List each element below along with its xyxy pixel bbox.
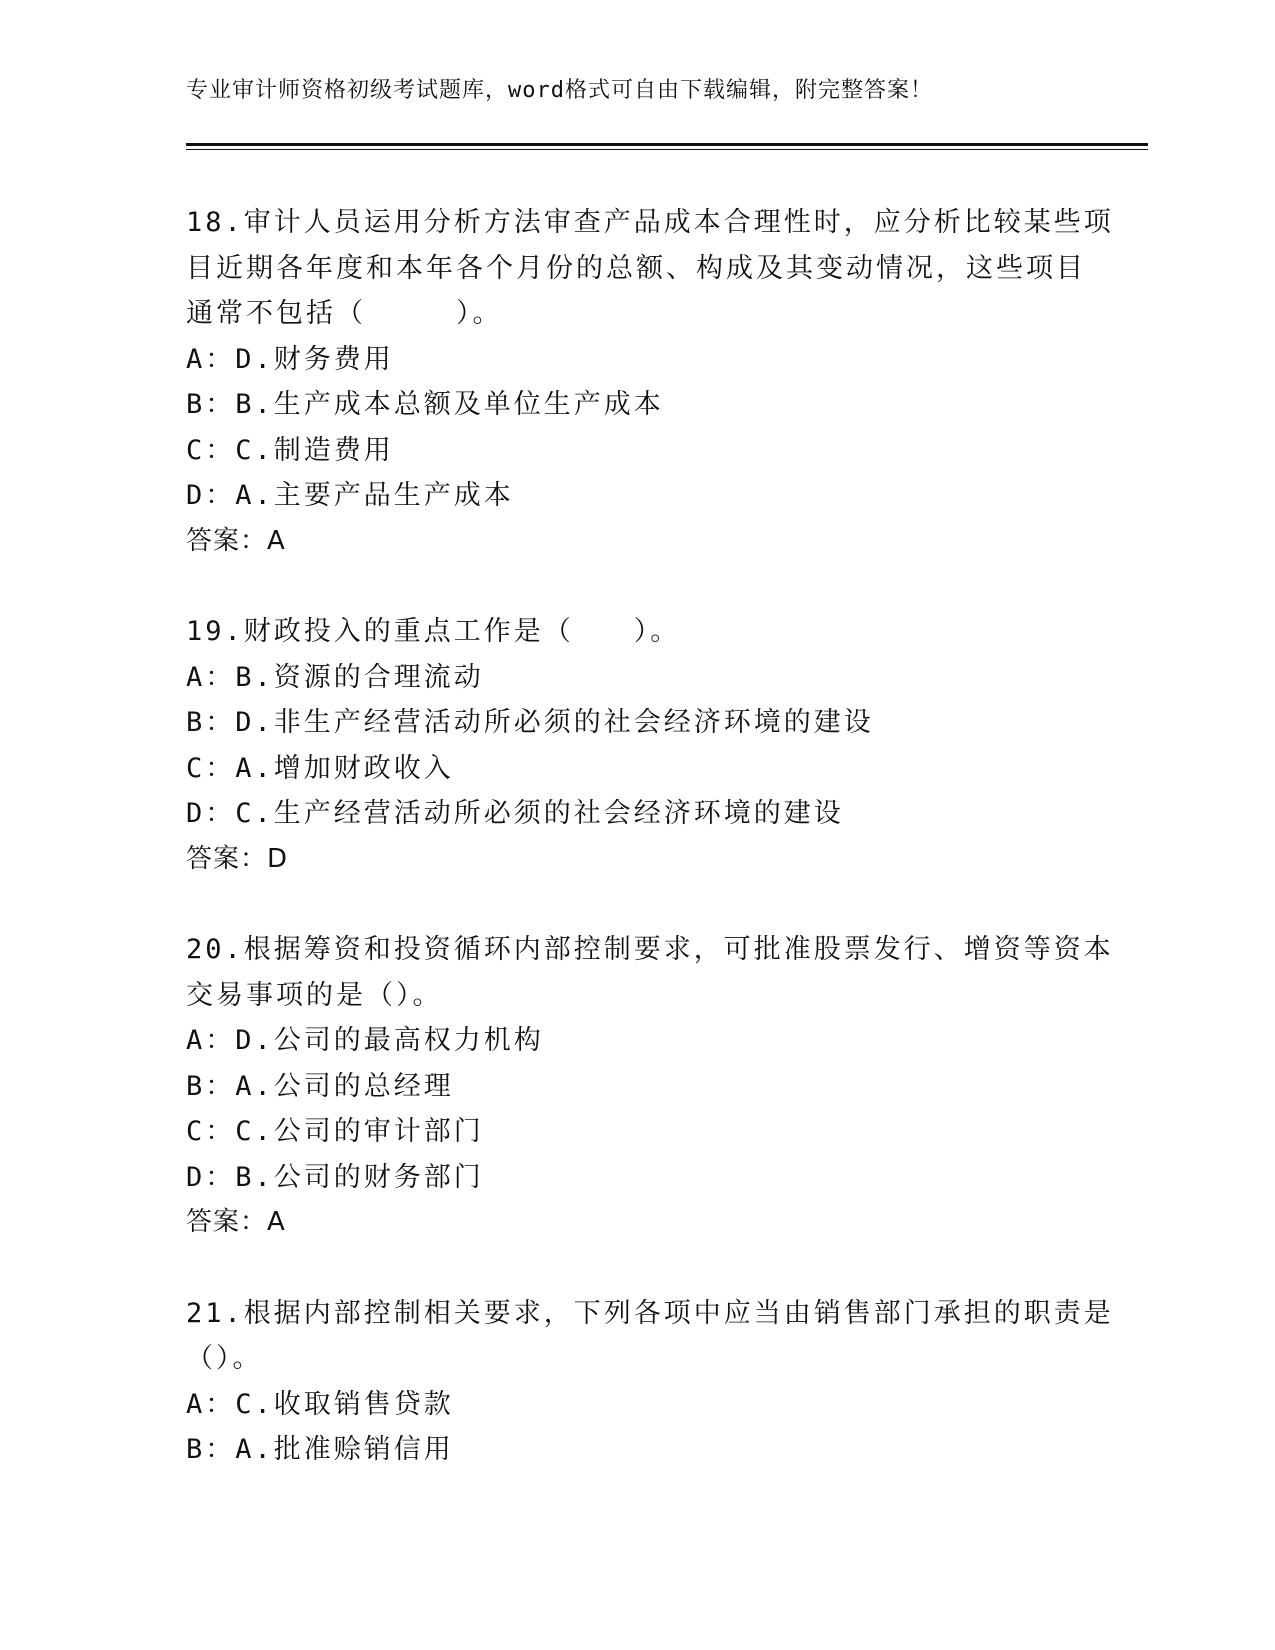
option-b: B：B.生产成本总额及单位生产成本 [186,389,664,420]
header-rule-thick [186,143,1148,146]
answer-line: 答案：A [186,525,286,556]
option-b: B：D.非生产经营活动所必须的社会经济环境的建设 [186,707,874,738]
option-a: A：B.资源的合理流动 [186,661,484,693]
question-stem-line: 20.根据筹资和投资循环内部控制要求，可批准股票发行、增资等资本 [186,934,1114,965]
question-19 [186,609,1076,882]
page-header: 专业审计师资格初级考试题库，word格式可自由下载编辑，附完整答案！ [186,78,933,103]
option-d: D：A.主要产品生产成本 [186,480,514,511]
option-a: A：C.收取销售贷款 [186,1388,454,1420]
answer-line: 答案：A [186,1207,286,1237]
option-c: C：C.公司的审计部门 [186,1116,484,1147]
answer-line: 答案：D [186,843,289,874]
option-b: B：A.批准赊销信用 [186,1434,454,1465]
option-c: C：C.制造费用 [186,434,394,466]
question-stem-line: 目近期各年度和本年各个月份的总额、构成及其变动情况，这些项目 [186,252,1086,284]
option-d: D：B.公司的财务部门 [186,1161,484,1193]
option-d: D：C.生产经营活动所必须的社会经济环境的建设 [186,798,844,829]
option-a: A：D.财务费用 [186,343,394,375]
question-18 [186,200,1114,564]
question-stem-line: 交易事项的是（）。 [186,979,443,1011]
question-stem-line: （）。 [186,1343,263,1374]
option-c: C：A.增加财政收入 [186,752,454,784]
header-rule-thin [186,149,1148,150]
question-list [186,200,1114,1518]
question-stem-line: 19.财政投入的重点工作是（ ）。 [186,616,681,647]
option-b: B：A.公司的总经理 [186,1070,454,1102]
question-stem-line: 21.根据内部控制相关要求，下列各项中应当由销售部门承担的职责是 [186,1297,1114,1329]
question-stem-line: 18.审计人员运用分析方法审查产品成本合理性时，应分析比较某些项 [186,207,1114,238]
question-stem-line: 通常不包括（ ）。 [186,298,503,329]
option-a: A：D.公司的最高权力机构 [186,1025,544,1056]
question-21 [186,1291,1114,1473]
question-20 [186,927,1114,1246]
